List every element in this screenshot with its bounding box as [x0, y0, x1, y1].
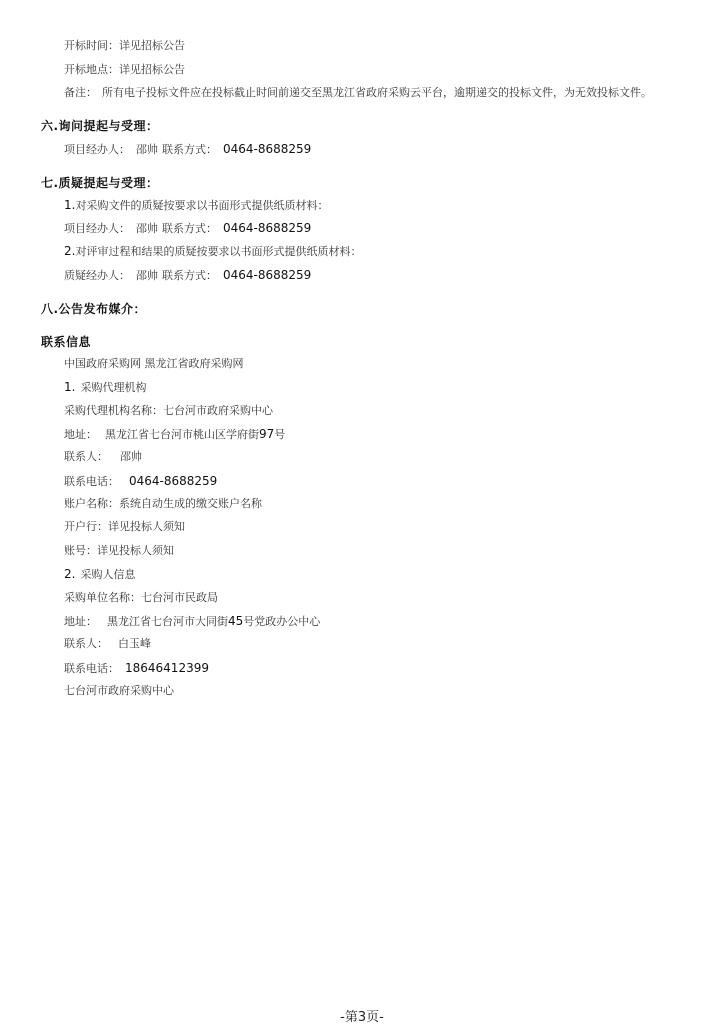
- agency-address-label: 地址：: [64, 428, 97, 441]
- section7-item1-contact-line: [64, 221, 311, 236]
- purchaser-heading-line: [64, 567, 135, 582]
- purchaser-address-num: 45: [228, 614, 244, 628]
- account-name-line: [64, 497, 262, 511]
- section7-item1-line: [64, 198, 328, 213]
- agency-phone: 0464-8688259: [129, 474, 218, 488]
- section7-item1-num: 1.: [64, 198, 76, 212]
- purchaser-address-label: 地址：: [64, 615, 97, 628]
- agency-contact-line: [64, 450, 142, 464]
- opening-place-line: [64, 63, 185, 77]
- purchaser-contact-line: [64, 637, 151, 651]
- purchaser-phone-label: 联系电话：: [64, 662, 119, 675]
- account-no: 详见投标人须知: [97, 544, 174, 557]
- purchaser-address-a: 黑龙江省七台河市大同街: [107, 615, 228, 628]
- section7-item2-contact-phone: 0464-8688259: [223, 268, 312, 282]
- purchaser-address-b: 号党政办公中心: [243, 615, 321, 628]
- purchaser-contact-label: 联系人：: [64, 637, 108, 650]
- opening-note-label: 备注：: [64, 86, 97, 99]
- section7-item2-handler-label: 质疑经办人：: [64, 269, 130, 282]
- agency-name-line: [64, 404, 273, 418]
- page-number: -第3页-: [340, 1010, 384, 1025]
- purchaser-contact: 白玉峰: [118, 637, 151, 650]
- opening-place-label: 开标地点：: [64, 63, 119, 76]
- section7-item2-handler-name: 邵帅: [136, 269, 158, 282]
- opening-time-value: 详见招标公告: [119, 39, 185, 52]
- section6-handler-label: 项目经办人：: [64, 143, 130, 156]
- section7-item1-contact-phone: 0464-8688259: [223, 221, 312, 235]
- section7-item1-handler-label: 项目经办人：: [64, 222, 130, 235]
- purchaser-heading-num: 2.: [64, 567, 76, 581]
- agency-name: 七台河市政府采购中心: [163, 404, 273, 417]
- section7-item2-line: [64, 244, 361, 259]
- purchaser-heading: 采购人信息: [80, 568, 136, 581]
- purchaser-name-line: [64, 591, 218, 605]
- purchaser-phone-line: [64, 661, 209, 676]
- opening-place-value: 详见招标公告: [119, 63, 185, 76]
- agency-address-a: 黑龙江省七台河市桃山区学府街: [105, 428, 259, 441]
- section7-item2-contact-label: 联系方式：: [162, 269, 217, 282]
- agency-phone-line: [64, 474, 217, 489]
- section7-item1-handler-name: 邵帅: [136, 222, 158, 235]
- section7-item2-contact-line: [64, 268, 311, 283]
- section6-contact-label: 联系方式：: [162, 143, 217, 156]
- section7-heading: 七.质疑提起与受理：: [41, 176, 159, 190]
- bank-line: [64, 520, 185, 534]
- account-no-label: 账号：: [64, 544, 97, 557]
- agency-address-line: [64, 427, 285, 442]
- signature: 七台河市政府采购中心: [64, 684, 174, 697]
- purchaser-name-label: 采购单位名称：: [64, 591, 141, 604]
- agency-contact: 邵帅: [120, 450, 142, 463]
- agency-heading: 采购代理机构: [80, 381, 147, 394]
- agency-heading-line: [64, 380, 146, 395]
- agency-name-label: 采购代理机构名称：: [64, 404, 163, 417]
- section7-item1-contact-label: 联系方式：: [162, 222, 217, 235]
- opening-note-value: 所有电子投标文件应在投标截止时间前递交至黑龙江省政府采购云平台，逾期递交的投标文件，为无效投标文件。: [102, 86, 652, 99]
- agency-heading-num: 1.: [64, 380, 76, 394]
- opening-note-line: [64, 86, 652, 100]
- section6-heading: 六.询问提起与受理：: [41, 119, 159, 133]
- section7-item2-text: 对评审过程和结果的质疑按要求以书面形式提供纸质材料：: [75, 245, 362, 258]
- account-name-label: 账户名称：: [64, 497, 119, 510]
- section6-contact-phone: 0464-8688259: [223, 142, 312, 156]
- purchaser-phone: 18646412399: [125, 661, 209, 675]
- section6-contact-line: [64, 142, 311, 157]
- purchaser-name: 七台河市民政局: [141, 591, 218, 604]
- agency-phone-label: 联系电话：: [64, 475, 119, 488]
- section6-handler-name: 邵帅: [136, 143, 158, 156]
- section8-heading: 八.公告发布媒介：: [41, 302, 147, 316]
- media-line: 中国政府采购网 黑龙江省政府采购网: [64, 357, 244, 370]
- account-no-line: [64, 544, 174, 558]
- account-name: 系统自动生成的缴交账户名称: [119, 497, 262, 510]
- opening-time-label: 开标时间：: [64, 39, 119, 52]
- agency-contact-label: 联系人：: [64, 450, 108, 463]
- contact-info-heading: 联系信息: [41, 335, 92, 349]
- purchaser-address-line: [64, 614, 320, 629]
- opening-time-line: [64, 39, 185, 53]
- section7-item1-text: 对采购文件的质疑按要求以书面形式提供纸质材料：: [75, 199, 329, 212]
- agency-address-num: 97: [259, 427, 275, 441]
- section7-item2-num: 2.: [64, 244, 76, 258]
- agency-address-b: 号: [274, 428, 286, 441]
- bank: 详见投标人须知: [108, 520, 185, 533]
- bank-label: 开户行：: [64, 520, 108, 533]
